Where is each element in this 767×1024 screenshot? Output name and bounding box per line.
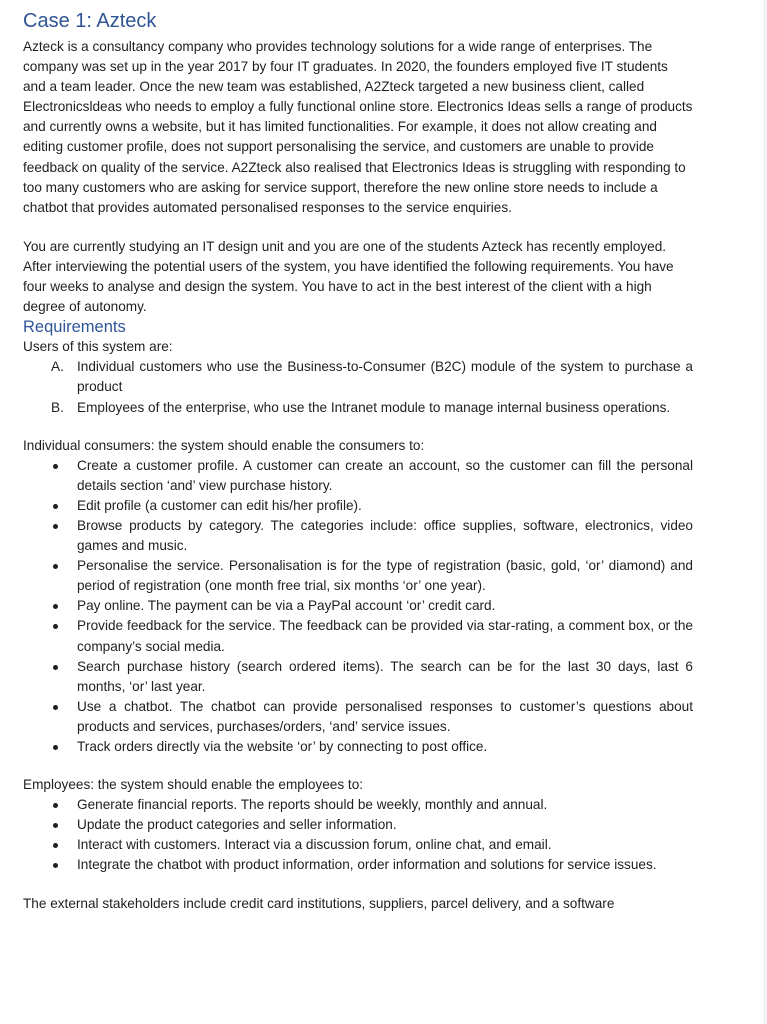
list-item-text: Individual customers who use the Business-to-Consumer (B2C) module of the system to purchase a product: [77, 359, 693, 395]
employee-requirements-list: [23, 795, 693, 875]
list-item: [23, 737, 693, 757]
bullet-icon: [53, 705, 58, 710]
list-item-text: Search purchase history (search ordered items). The search can be for the last 30 days, last 6 months, ‘or’ last year.: [77, 658, 693, 694]
list-item-text: Interact with customers. Interact via a discussion forum, online chat, and email.: [77, 837, 552, 853]
list-item-text: Edit profile (a customer can edit his/her profile).: [77, 497, 362, 513]
bullet-icon: [53, 504, 58, 509]
intro-paragraph-1: Azteck is a consultancy company who provides technology solutions for a wide range of enterprises. The company was set up in the year 2017 by four IT graduates. In 2020, the founders employed five IT students and a team leader. Once the new team was established, A2Zteck targeted a new business client, called Electronicsldeas who needs to employ a fully functional online store. Electronics Ideas sells a range of products and currently owns a website, but it has limited functionalities. For example, it does not allow creating and editing customer profile, does not support personalising the service, and customers are unable to provide feedback on quality of the service. A2Zteck also realised that Electronics Ideas is struggling with responding to too many customers who are asking for service support, therefore the new online store needs to include a chatbot that provides automated personalised responses to the service enquiries.: [23, 39, 693, 215]
list-item: [23, 456, 693, 496]
bullet-icon: [53, 464, 58, 469]
list-item: [23, 357, 693, 397]
case-title: Case 1: Azteck: [23, 10, 157, 32]
list-item-text: Track orders directly via the website ‘or’ by connecting to post office.: [77, 739, 488, 754]
list-item: [23, 616, 693, 656]
list-marker: B.: [51, 399, 64, 415]
bullet-icon: [53, 624, 58, 629]
consumers-intro: Individual consumers: the system should enable the consumers to:: [23, 437, 425, 453]
bullet-icon: [53, 665, 58, 670]
bullet-icon: [53, 524, 58, 529]
stakeholders-paragraph: The external stakeholders include credit card institutions, suppliers, parcel delivery, and a software: [23, 895, 615, 911]
list-item: [23, 657, 693, 697]
list-item: [23, 398, 693, 418]
list-item: [23, 697, 693, 737]
list-item-text: Employees of the enterprise, who use the Intranet module to manage internal business operations.: [77, 399, 671, 415]
list-item-text: Personalise the service. Personalisation is for the type of registration (basic, gold, ‘or’ diamond) and period of registration (one month free trial, six months ‘or’ one year).: [77, 558, 693, 594]
document-body: [23, 8, 693, 914]
list-item: [23, 596, 693, 616]
users-intro: Users of this system are:: [23, 339, 173, 355]
list-item-text: Provide feedback for the service. The feedback can be provided via star-rating, a comment box, or the company’s social media.: [77, 618, 693, 654]
list-item-text: Browse products by category. The categories include: office supplies, software, electronics, video games and music.: [77, 517, 693, 554]
consumer-requirements-list: [23, 456, 693, 757]
bullet-icon: [53, 843, 58, 848]
bullet-icon: [53, 604, 58, 609]
bullet-icon: [53, 823, 58, 828]
intro-paragraph-2: You are currently studying an IT design unit and you are one of the students Azteck has recently employed. After interviewing the potential users of the system, you have identified the following requirements. You have four weeks to analyse and design the system. You have to act in the best interest of the client with a high degree of autonomy.: [23, 238, 674, 315]
list-item: [23, 795, 693, 815]
requirements-heading: Requirements: [23, 318, 126, 337]
list-item: [23, 516, 693, 556]
list-item-text: Create a customer profile. A customer can create an account, so the customer can fill the personal details section ‘and’ view purchase history.: [77, 457, 693, 493]
users-list: [23, 357, 693, 417]
list-item-text: Update the product categories and seller information.: [77, 817, 397, 833]
page-edge-shadow: [763, 0, 767, 1024]
list-item-text: Use a chatbot. The chatbot can provide personalised responses to customer’s questions about products and services, purchases/orders, ‘and’ service issues.: [77, 698, 693, 734]
list-item: [23, 855, 693, 875]
bullet-icon: [53, 863, 58, 868]
list-marker: A.: [51, 359, 64, 375]
list-item: [23, 815, 693, 835]
list-item-text: Generate financial reports. The reports should be weekly, monthly and annual.: [77, 797, 548, 813]
list-item: [23, 556, 693, 596]
list-item-text: Integrate the chatbot with product information, order information and solutions for service issues.: [77, 857, 657, 873]
bullet-icon: [53, 803, 58, 808]
list-item: [23, 835, 693, 855]
employees-intro: Employees: the system should enable the employees to:: [23, 777, 364, 793]
list-item: [23, 496, 693, 516]
list-item-text: Pay online. The payment can be via a PayPal account ‘or’ credit card.: [77, 598, 496, 614]
bullet-icon: [53, 564, 58, 569]
bullet-icon: [53, 745, 58, 750]
